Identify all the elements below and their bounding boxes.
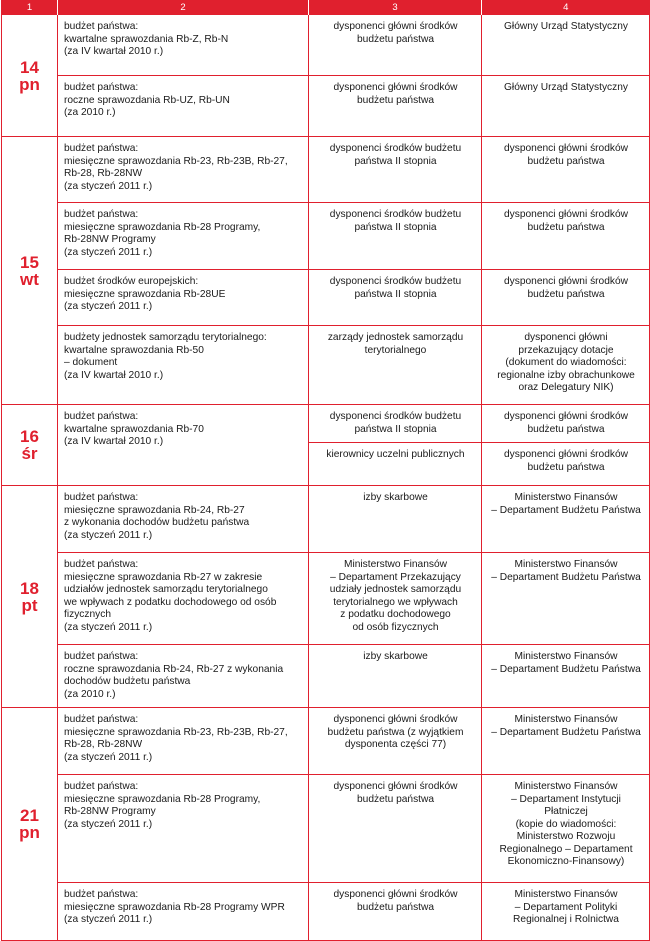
cell-line: we wpływach z podatku dochodowego od osób — [64, 596, 277, 608]
cell-line: budżetu państwa — [356, 793, 435, 805]
cell-line: państwa II stopnia — [354, 221, 437, 233]
report-description — [58, 883, 309, 941]
report-description — [58, 203, 309, 270]
cell-line: miesięczne sprawozdania Rb-23, Rb-23B, Rb-27, — [64, 155, 288, 167]
day-number: 15 — [20, 252, 39, 272]
cell-line: – Departament Przekazujący — [330, 571, 461, 583]
cell-line: – dokument — [64, 357, 118, 368]
submitted-to — [482, 15, 650, 76]
cell-line: dysponenci środków budżetu — [329, 276, 462, 287]
submitted-to — [482, 443, 650, 486]
cell-line: Ministerstwo Finansów — [343, 559, 448, 570]
report-description — [58, 76, 309, 137]
submitted-by — [309, 553, 482, 645]
cell-line: (dokument do wiadomości: — [505, 357, 627, 368]
table-row — [2, 137, 650, 203]
cell-line: (za IV kwartał 2010 r.) — [64, 436, 164, 447]
cell-line: budżet środków europejskich: — [64, 276, 199, 287]
cell-line: budżetu państwa — [527, 155, 605, 167]
report-description — [58, 553, 309, 645]
cell-line: Ministerstwo Finansów — [514, 651, 618, 662]
day-cell — [2, 486, 58, 708]
cell-line: (za styczeń 2011 r.) — [64, 180, 153, 192]
cell-line: Ministerstwo Finansów — [514, 492, 618, 503]
cell-line: dysponenci główni środków — [503, 143, 629, 154]
cell-line: dysponenci środków budżetu — [329, 209, 462, 220]
cell-line: budżet państwa: — [64, 651, 139, 662]
cell-line: miesięczne sprawozdania Rb-28 Programy, — [64, 221, 261, 233]
cell-line: udziały jednostek samorządu — [329, 584, 462, 595]
cell-line: – Departament Budżetu Państwa — [491, 504, 641, 516]
cell-line: (za 2010 r.) — [64, 107, 116, 118]
submitted-by — [309, 708, 482, 775]
table-row — [2, 553, 650, 645]
cell-line: izby skarbowe — [363, 492, 428, 503]
submitted-by — [309, 775, 482, 883]
cell-line: Regionalnego – Departament — [499, 843, 633, 855]
cell-line: budżetu państwa — [527, 423, 605, 435]
cell-line: budżet państwa: — [64, 559, 139, 570]
cell-line: – Departament Instytucji — [511, 793, 621, 805]
cell-line: budżet państwa: — [64, 781, 139, 792]
submitted-to — [482, 326, 650, 405]
cell-line: Ministerstwo Rozwoju — [516, 831, 616, 842]
submitted-to — [482, 645, 650, 708]
cell-line: regionalne izby obrachunkowe — [497, 369, 635, 381]
cell-line: – Departament Budżetu Państwa — [491, 571, 641, 583]
cell-line: kwartalne sprawozdania Rb-Z, Rb-N — [64, 33, 229, 45]
submitted-to — [482, 486, 650, 553]
cell-line: z wykonania dochodów budżetu państwa — [64, 517, 250, 528]
cell-line: (za IV kwartał 2010 r.) — [64, 369, 164, 381]
submitted-by — [309, 883, 482, 941]
cell-line: budżet państwa: — [64, 492, 139, 503]
cell-line: budżet państwa: — [64, 143, 139, 154]
cell-line: (za styczeń 2011 r.) — [64, 529, 153, 541]
cell-line: budżetu państwa — [356, 94, 435, 106]
cell-line: (za styczeń 2011 r.) — [64, 914, 153, 925]
submitted-by — [309, 405, 482, 443]
cell-line: miesięczne sprawozdania Rb-24, Rb-27 — [64, 504, 245, 516]
cell-line: od osób fizycznych — [352, 621, 439, 633]
cell-line: izby skarbowe — [363, 651, 428, 662]
submitted-to — [482, 137, 650, 203]
report-description — [58, 405, 309, 486]
table-row — [2, 76, 650, 137]
cell-line: (za IV kwartał 2010 r.) — [64, 46, 164, 57]
schedule-table — [1, 0, 650, 941]
submitted-by — [309, 137, 482, 203]
submitted-to — [482, 775, 650, 883]
cell-line: dysponenci główni środków — [503, 449, 629, 460]
cell-line: państwa II stopnia — [354, 423, 437, 435]
cell-line: dysponenci główni środków — [503, 411, 629, 422]
cell-line: miesięczne sprawozdania Rb-28 Programy WPR — [64, 901, 285, 913]
submitted-by — [309, 645, 482, 708]
report-description — [58, 708, 309, 775]
table-row — [2, 883, 650, 941]
table-row — [2, 775, 650, 883]
cell-line: dysponenci główni środków — [333, 21, 458, 32]
cell-line: państwa II stopnia — [354, 288, 437, 300]
cell-line: budżetu państwa — [527, 288, 605, 300]
report-description — [58, 270, 309, 326]
submitted-by — [309, 486, 482, 553]
cell-line: budżetu państwa — [527, 461, 605, 473]
cell-line: (za styczeń 2011 r.) — [64, 751, 153, 763]
cell-line: (kopie do wiadomości: — [515, 818, 617, 830]
day-cell — [2, 137, 58, 405]
cell-line: udziałów jednostek samorządu terytorialnego — [64, 584, 268, 595]
table-row — [2, 708, 650, 775]
cell-line: dysponenci główni środków — [333, 781, 458, 792]
cell-line: Rb-28, Rb-28NW — [64, 168, 143, 179]
cell-line: kierownicy uczelni publicznych — [326, 449, 465, 460]
day-cell — [2, 15, 58, 137]
cell-line: Ministerstwo Finansów — [514, 714, 618, 725]
table-row — [2, 645, 650, 708]
table-row — [2, 405, 650, 443]
report-description — [58, 775, 309, 883]
cell-line: Ministerstwo Finansów — [514, 559, 618, 570]
submitted-to — [482, 76, 650, 137]
submitted-to — [482, 883, 650, 941]
cell-line: (za styczeń 2011 r.) — [64, 246, 153, 258]
cell-line: – Departament Polityki — [514, 901, 618, 913]
day-name: pn — [19, 74, 40, 94]
cell-line: Ekonomiczno-Finansowy) — [507, 856, 625, 867]
cell-line: oraz Delegatury NIK) — [518, 382, 614, 393]
cell-line: miesięczne sprawozdania Rb-27 w zakresie — [64, 571, 263, 583]
day-name: wt — [20, 269, 39, 289]
day-number: 14 — [20, 57, 39, 77]
cell-line: dysponenci główni środków — [333, 889, 458, 900]
cell-line: Rb-28, Rb-28NW — [64, 739, 143, 750]
table-row — [2, 203, 650, 270]
submitted-to — [482, 405, 650, 443]
report-description — [58, 326, 309, 405]
cell-line: budżet państwa: — [64, 411, 139, 422]
cell-line: miesięczne sprawozdania Rb-28 Programy, — [64, 793, 261, 805]
submitted-to — [482, 708, 650, 775]
submitted-by — [309, 270, 482, 326]
cell-line: dysponenta części 77) — [344, 739, 447, 750]
cell-line: Główny Urząd Statystyczny — [504, 82, 628, 93]
cell-line: państwa II stopnia — [354, 155, 437, 167]
cell-line: roczne sprawozdania Rb-UZ, Rb-UN — [64, 94, 230, 106]
cell-line: Rb-28NW Programy — [64, 234, 156, 245]
report-description — [58, 15, 309, 76]
cell-line: budżet państwa: — [64, 209, 139, 220]
day-number: 16 — [20, 427, 39, 446]
cell-line: (za styczeń 2011 r.) — [64, 301, 153, 312]
cell-line: fizycznych — [64, 609, 111, 620]
cell-line: (za 2010 r.) — [64, 688, 116, 700]
cell-line: (za styczeń 2011 r.) — [64, 818, 153, 830]
cell-line: (za styczeń 2011 r.) — [64, 621, 153, 633]
submitted-to — [482, 553, 650, 645]
day-name: pt — [21, 595, 38, 615]
table-row — [2, 486, 650, 553]
cell-line: z podatku dochodowego — [340, 609, 451, 620]
header-row — [2, 0, 650, 15]
cell-line: terytorialnego we wpływach — [333, 596, 458, 608]
table-row — [2, 270, 650, 326]
cell-line: terytorialnego — [364, 344, 427, 356]
cell-line: dysponenci środków budżetu — [329, 143, 462, 154]
day-number: 18 — [20, 578, 39, 598]
cell-line: – Departament Budżetu Państwa — [491, 663, 641, 675]
cell-line: dysponenci główni — [524, 332, 608, 343]
cell-line: dochodów budżetu państwa — [64, 676, 191, 687]
column-header-2: 2 — [58, 0, 309, 15]
cell-line: dysponenci główni środków — [333, 714, 458, 725]
cell-line: przekazujący dotacje — [518, 344, 614, 356]
day-cell — [2, 708, 58, 941]
cell-line: budżet państwa: — [64, 889, 139, 900]
submitted-by — [309, 326, 482, 405]
submitted-by — [309, 15, 482, 76]
cell-line: Regionalnej i Rolnictwa — [513, 914, 619, 925]
column-header-4: 4 — [482, 0, 650, 15]
cell-line: – Departament Budżetu Państwa — [491, 726, 641, 738]
cell-line: budżetu państwa (z wyjątkiem — [327, 726, 464, 738]
cell-line: dysponenci główni środków — [503, 209, 629, 220]
cell-line: budżetu państwa — [527, 221, 605, 233]
cell-line: roczne sprawozdania Rb-24, Rb-27 z wykonania — [64, 663, 284, 675]
report-description — [58, 486, 309, 553]
submitted-to — [482, 270, 650, 326]
column-header-3: 3 — [309, 0, 482, 15]
submitted-by — [309, 443, 482, 486]
cell-line: budżety jednostek samorządu terytorialnego: — [64, 332, 267, 343]
cell-line: miesięczne sprawozdania Rb-28UE — [64, 288, 226, 300]
submitted-by — [309, 203, 482, 270]
cell-line: Płatniczej — [544, 806, 588, 817]
cell-line: kwartalne sprawozdania Rb-50 — [64, 344, 204, 356]
cell-line: Główny Urząd Statystyczny — [504, 21, 628, 32]
cell-line: kwartalne sprawozdania Rb-70 — [64, 423, 204, 435]
report-description — [58, 137, 309, 203]
cell-line: budżetu państwa — [356, 33, 435, 45]
report-description — [58, 645, 309, 708]
day-cell — [2, 405, 58, 486]
cell-line: budżetu państwa — [356, 901, 435, 913]
cell-line: miesięczne sprawozdania Rb-23, Rb-23B, Rb-27, — [64, 726, 288, 738]
table-row — [2, 15, 650, 76]
cell-line: budżet państwa: — [64, 82, 139, 93]
day-name: śr — [21, 444, 38, 463]
cell-line: dysponenci główni środków — [503, 276, 629, 287]
cell-line: Ministerstwo Finansów — [514, 781, 618, 792]
cell-line: zarządy jednostek samorządu — [327, 332, 464, 343]
day-name: pn — [19, 823, 40, 842]
table-row — [2, 326, 650, 405]
column-header-1: 1 — [2, 0, 58, 15]
cell-line: budżet państwa: — [64, 21, 139, 32]
cell-line: Rb-28NW Programy — [64, 806, 156, 817]
cell-line: dysponenci główni środków — [333, 82, 458, 93]
submitted-to — [482, 203, 650, 270]
cell-line: dysponenci środków budżetu — [329, 411, 462, 422]
cell-line: Ministerstwo Finansów — [514, 889, 618, 900]
day-number: 21 — [20, 806, 39, 825]
submitted-by — [309, 76, 482, 137]
cell-line: budżet państwa: — [64, 714, 139, 725]
